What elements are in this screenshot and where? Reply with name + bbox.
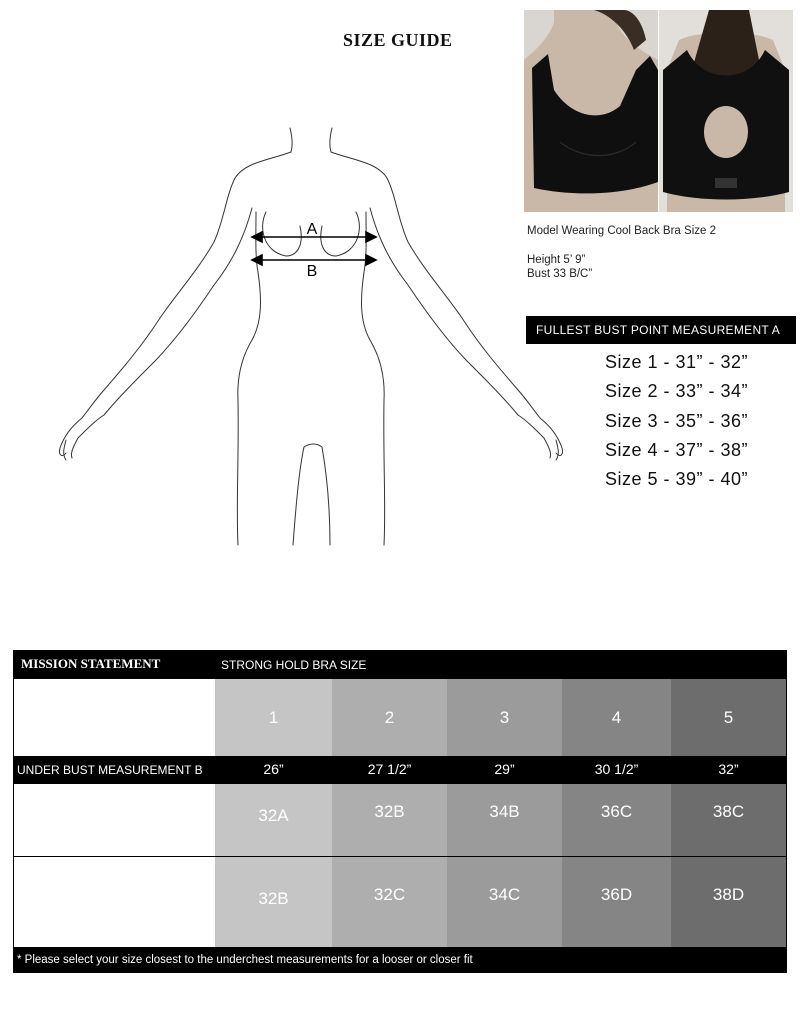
bust-size-item: Size 1 - 31” - 32”	[605, 352, 749, 372]
cup-size-cell: 38D	[671, 857, 786, 948]
under-bust-value: 32”	[718, 761, 739, 777]
bust-size-item: Size 2 - 33” - 34”	[605, 381, 749, 402]
bust-size-item: Size 3 - 35” - 36”	[605, 410, 749, 431]
mission-statement-label: MISSION STATEMENT	[21, 656, 161, 671]
size-cell: 4	[562, 679, 671, 756]
size-cell: 2	[332, 679, 447, 756]
model-height: Height 5’ 9”	[527, 254, 586, 266]
size-cell: 1	[215, 679, 332, 756]
under-bust-value: 29”	[494, 761, 515, 777]
cup-size-cell: 32B	[215, 857, 332, 948]
cup-size-cell: 34C	[447, 857, 562, 948]
fit-note: * Please select your size closest to the underchest measurements for a looser or closer fit	[13, 947, 787, 973]
bust-size-list	[605, 348, 748, 494]
photo-caption: Model Wearing Cool Back Bra Size 2	[527, 225, 716, 237]
cup-size-cell: 32C	[332, 857, 447, 948]
bust-measurement-header: FULLEST BUST POINT MEASUREMENT A	[526, 316, 796, 344]
under-bust-row	[14, 756, 786, 784]
model-bust: Bust 33 B/C”	[527, 268, 593, 280]
bust-size-item: Size 4 - 37” - 38”	[605, 439, 749, 460]
body-outline-diagram	[40, 120, 580, 550]
strong-hold-label: STRONG HOLD BRA SIZE	[221, 658, 367, 672]
under-bust-value: 26”	[263, 761, 284, 777]
cup-size-cell: 34B	[447, 784, 562, 856]
cup-size-cell: 32B	[332, 784, 447, 856]
measurement-a-label: A	[306, 221, 318, 238]
model-front-photo	[524, 10, 658, 212]
under-bust-value: 30 1/2”	[594, 761, 639, 777]
under-bust-value: 27 1/2”	[367, 761, 412, 777]
cup-size-cell: 38C	[671, 784, 786, 856]
size-table	[13, 650, 787, 973]
under-bust-label: UNDER BUST MEASUREMENT B	[17, 763, 203, 777]
model-back-photo	[659, 10, 793, 212]
measurement-b-label: B	[306, 263, 318, 280]
model-photos	[524, 10, 793, 212]
table-header-row	[14, 651, 786, 679]
page-title: SIZE GUIDE	[343, 30, 453, 50]
size-cell: 3	[447, 679, 562, 756]
cup-size-cell: 32A	[215, 784, 332, 856]
size-cell: 5	[671, 679, 786, 756]
cup-size-cell: 36D	[562, 857, 671, 948]
bust-size-item: Size 5 - 39” - 40”	[605, 469, 749, 490]
cup-size-cell: 36C	[562, 784, 671, 856]
